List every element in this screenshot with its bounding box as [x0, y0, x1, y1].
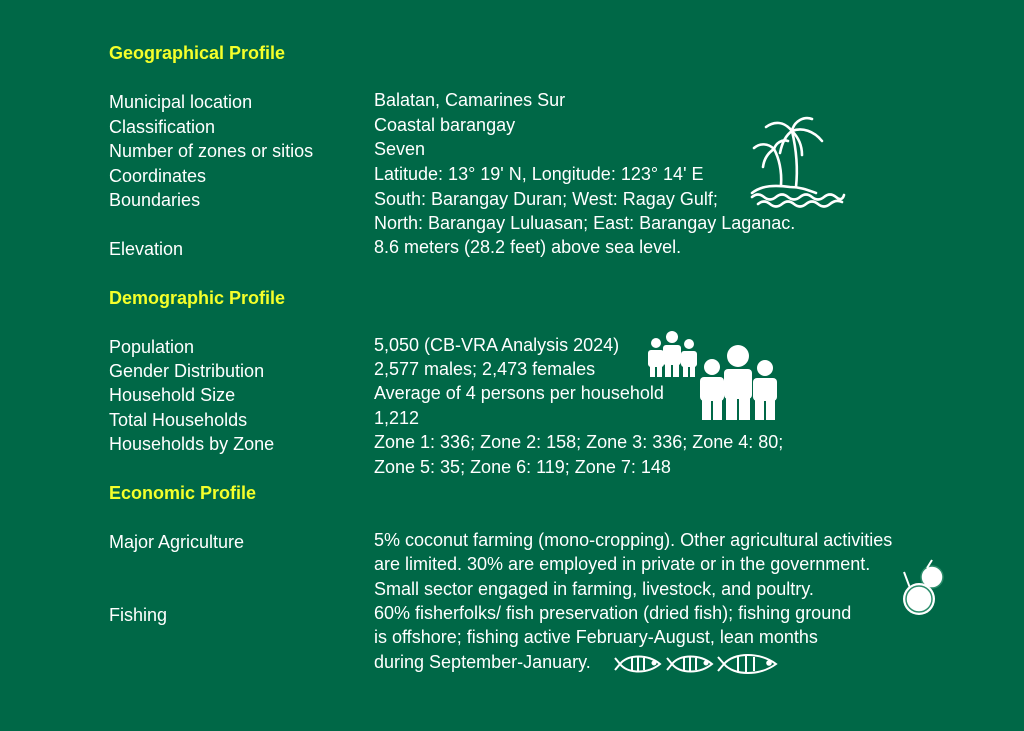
major-agriculture-label: Major Agriculture: [109, 532, 245, 552]
classification-label: Classification: [109, 117, 216, 137]
zones-value: Seven: [374, 139, 426, 159]
fishing-line2: is offshore; fishing active February-August, lean months: [374, 627, 818, 647]
coordinates-value: Latitude: 13° 19' N, Longitude: 123° 14' E: [374, 164, 704, 184]
fishing-line3: during September-January.: [374, 652, 591, 672]
boundaries-value-line1: South: Barangay Duran; West: Ragay Gulf;: [374, 189, 718, 209]
boundaries-value-line2: North: Barangay Luluasan; East: Barangay Laganac.: [374, 213, 796, 233]
household-size-label: Household Size: [109, 385, 236, 405]
economic-profile-heading: Economic Profile: [109, 483, 257, 503]
coordinates-label: Coordinates: [109, 166, 207, 186]
population-value: 5,050 (CB-VRA Analysis 2024): [374, 335, 620, 355]
geographical-profile-heading: Geographical Profile: [109, 43, 286, 63]
households-by-zone-line2: Zone 5: 35; Zone 6: 119; Zone 7: 148: [374, 457, 671, 477]
boundaries-label: Boundaries: [109, 190, 201, 210]
total-households-value: 1,212: [374, 408, 420, 428]
total-households-label: Total Households: [109, 410, 248, 430]
household-size-value: Average of 4 persons per household: [374, 383, 664, 403]
major-agriculture-line3: Small sector engaged in farming, livestock, and poultry.: [374, 579, 814, 599]
population-label: Population: [109, 337, 195, 357]
households-by-zone-line1: Zone 1: 336; Zone 2: 158; Zone 3: 336; Zone 4: 80;: [374, 432, 784, 452]
demographic-profile-heading: Demographic Profile: [109, 288, 286, 308]
fishing-label: Fishing: [109, 605, 168, 625]
municipal-location-label: Municipal location: [109, 92, 253, 112]
family-icon: [644, 327, 784, 422]
elevation-value: 8.6 meters (28.2 feet) above sea level.: [374, 237, 682, 257]
elevation-label: Elevation: [109, 239, 184, 259]
households-by-zone-label: Households by Zone: [109, 434, 275, 454]
island-palm-icon: [746, 113, 846, 208]
zones-label: Number of zones or sitios: [109, 141, 314, 161]
major-agriculture-line2: are limited. 30% are employed in private or in the government.: [374, 554, 871, 574]
coconut-icon: [896, 558, 948, 618]
fishing-line1: 60% fisherfolks/ fish preservation (dried fish); fishing ground: [374, 603, 852, 623]
fish-icon: [614, 648, 784, 680]
classification-value: Coastal barangay: [374, 115, 516, 135]
municipal-location-value: Balatan, Camarines Sur: [374, 90, 566, 110]
gender-value: 2,577 males; 2,473 females: [374, 359, 596, 379]
major-agriculture-line1: 5% coconut farming (mono-cropping). Other agricultural activities: [374, 530, 893, 550]
gender-label: Gender Distribution: [109, 361, 265, 381]
